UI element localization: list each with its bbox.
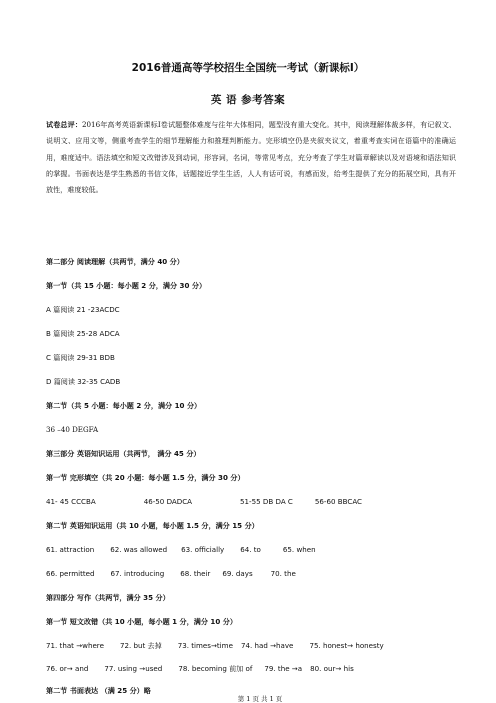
correction-row-2: [46, 664, 354, 674]
correction-answer: 75. honest→ honesty: [309, 641, 384, 650]
grammar-answer: 67. introducing: [110, 569, 165, 578]
cloze-group: 56-60 BBCAC: [314, 497, 363, 506]
grammar-answer: 66. permitted: [46, 569, 95, 578]
part2-sec1-heading: 第一节（共 15 小题：每小题 2 分，满分 30 分）: [46, 281, 207, 290]
cloze-group: 46-50 DADCA: [143, 497, 193, 506]
part4-sec1-heading: 第一节 短文改错（共 10 小题，每小题 1 分，满分 10 分）: [46, 617, 237, 626]
correction-answer: 71. that →where: [46, 641, 104, 650]
grammar-answer: 68. their: [180, 569, 211, 578]
cloze-group: 41- 45 CCCBA: [46, 497, 96, 506]
answer-d: D 篇阅读 32-35 CADB: [46, 377, 121, 386]
correction-answer: 72. but 去掉: [119, 641, 162, 650]
part3-sec1-heading: 第一节 完形填空（共 20 小题：每小题 1.5 分，满分 30 分）: [46, 473, 245, 482]
correction-answer: 76. or→ and: [46, 664, 89, 673]
correction-answer: 78. becoming 前加 of: [178, 664, 253, 673]
document-subtitle: 英 语 参考答案: [210, 94, 286, 106]
correction-answer: 80. our→ his: [310, 664, 354, 673]
part4-sec2-heading: 第二节 书面表达 （满 25 分）略: [46, 686, 151, 695]
answer-b: B 篇阅读 25-28 ADCA: [46, 329, 120, 338]
correction-answer: 74. had →have: [240, 641, 294, 650]
summary-label: 试卷总评：: [46, 120, 83, 129]
cloze-group: 51-55 DB DA C: [240, 497, 293, 506]
summary-text: 2016年高考英语新课标Ⅰ卷试题整体难度与往年大体相同，题型没有重大变化。其中，阅读理解体裁多样，有记叙文、说明文、应用文等，侧重考查学生的细节理解能力和推理判断能力。完形填空仍是夹叙夹议文，着重考查实词在语篇中的准确运用，难度适中。语法填空和短文改错涉及到动词，形容词，名词，等常见考点，充分考查了学生对篇章解读以及对语境和语法知识的掌握。书面表达是学生熟悉的书信文体，话题接近学生生活，人人有话可说，有感而发，给考生提供了充分的拓展空间，具有开放性，难度较低。: [46, 120, 457, 195]
page-footer: 第 1 页 共 1 页: [237, 695, 283, 703]
part2-heading: 第二部分 阅读理解（共两节，满分 40 分）: [46, 257, 184, 266]
grammar-row-1: [46, 545, 316, 554]
grammar-answer: 62. was allowed: [110, 545, 168, 554]
part4-heading: 第四部分 写作（共两节，满分 35 分）: [46, 593, 170, 602]
correction-answer: 77. using →used: [104, 664, 163, 673]
part2-sec2-heading: 第二节（共 5 小题：每小题 2 分，满分 10 分）: [46, 401, 202, 410]
grammar-answer: 63. officially: [181, 545, 225, 554]
answer-c: C 篇阅读 29-31 BDB: [46, 353, 115, 362]
part3-heading: 第三部分 英语知识运用（共两节， 满分 45 分）: [46, 449, 201, 458]
document-title: 2016普通高等学校招生全国统一考试（新课标Ⅰ）: [131, 62, 365, 74]
grammar-answer: 70. the: [270, 569, 296, 578]
correction-answer: 73. times→time: [177, 641, 233, 650]
grammar-answer: 69. days: [222, 569, 253, 578]
answer-a: A 篇阅读 21 -23ACDC: [46, 305, 120, 314]
cloze-answers: [46, 497, 362, 506]
grammar-answer: 64. to: [240, 545, 261, 554]
part3-sec2-heading: 第二节 英语知识运用（共 10 小题，每小题 1.5 分，满分 15 分）: [46, 521, 259, 530]
correction-answer: 79. the →a: [264, 664, 303, 673]
answer-36-40: 36 –40 DEGFA: [46, 425, 99, 434]
grammar-row-2: [46, 569, 296, 578]
correction-row-1: [46, 641, 384, 651]
grammar-answer: 61. attraction: [46, 545, 95, 554]
exam-summary: [46, 117, 456, 198]
grammar-answer: 65. when: [282, 545, 316, 554]
